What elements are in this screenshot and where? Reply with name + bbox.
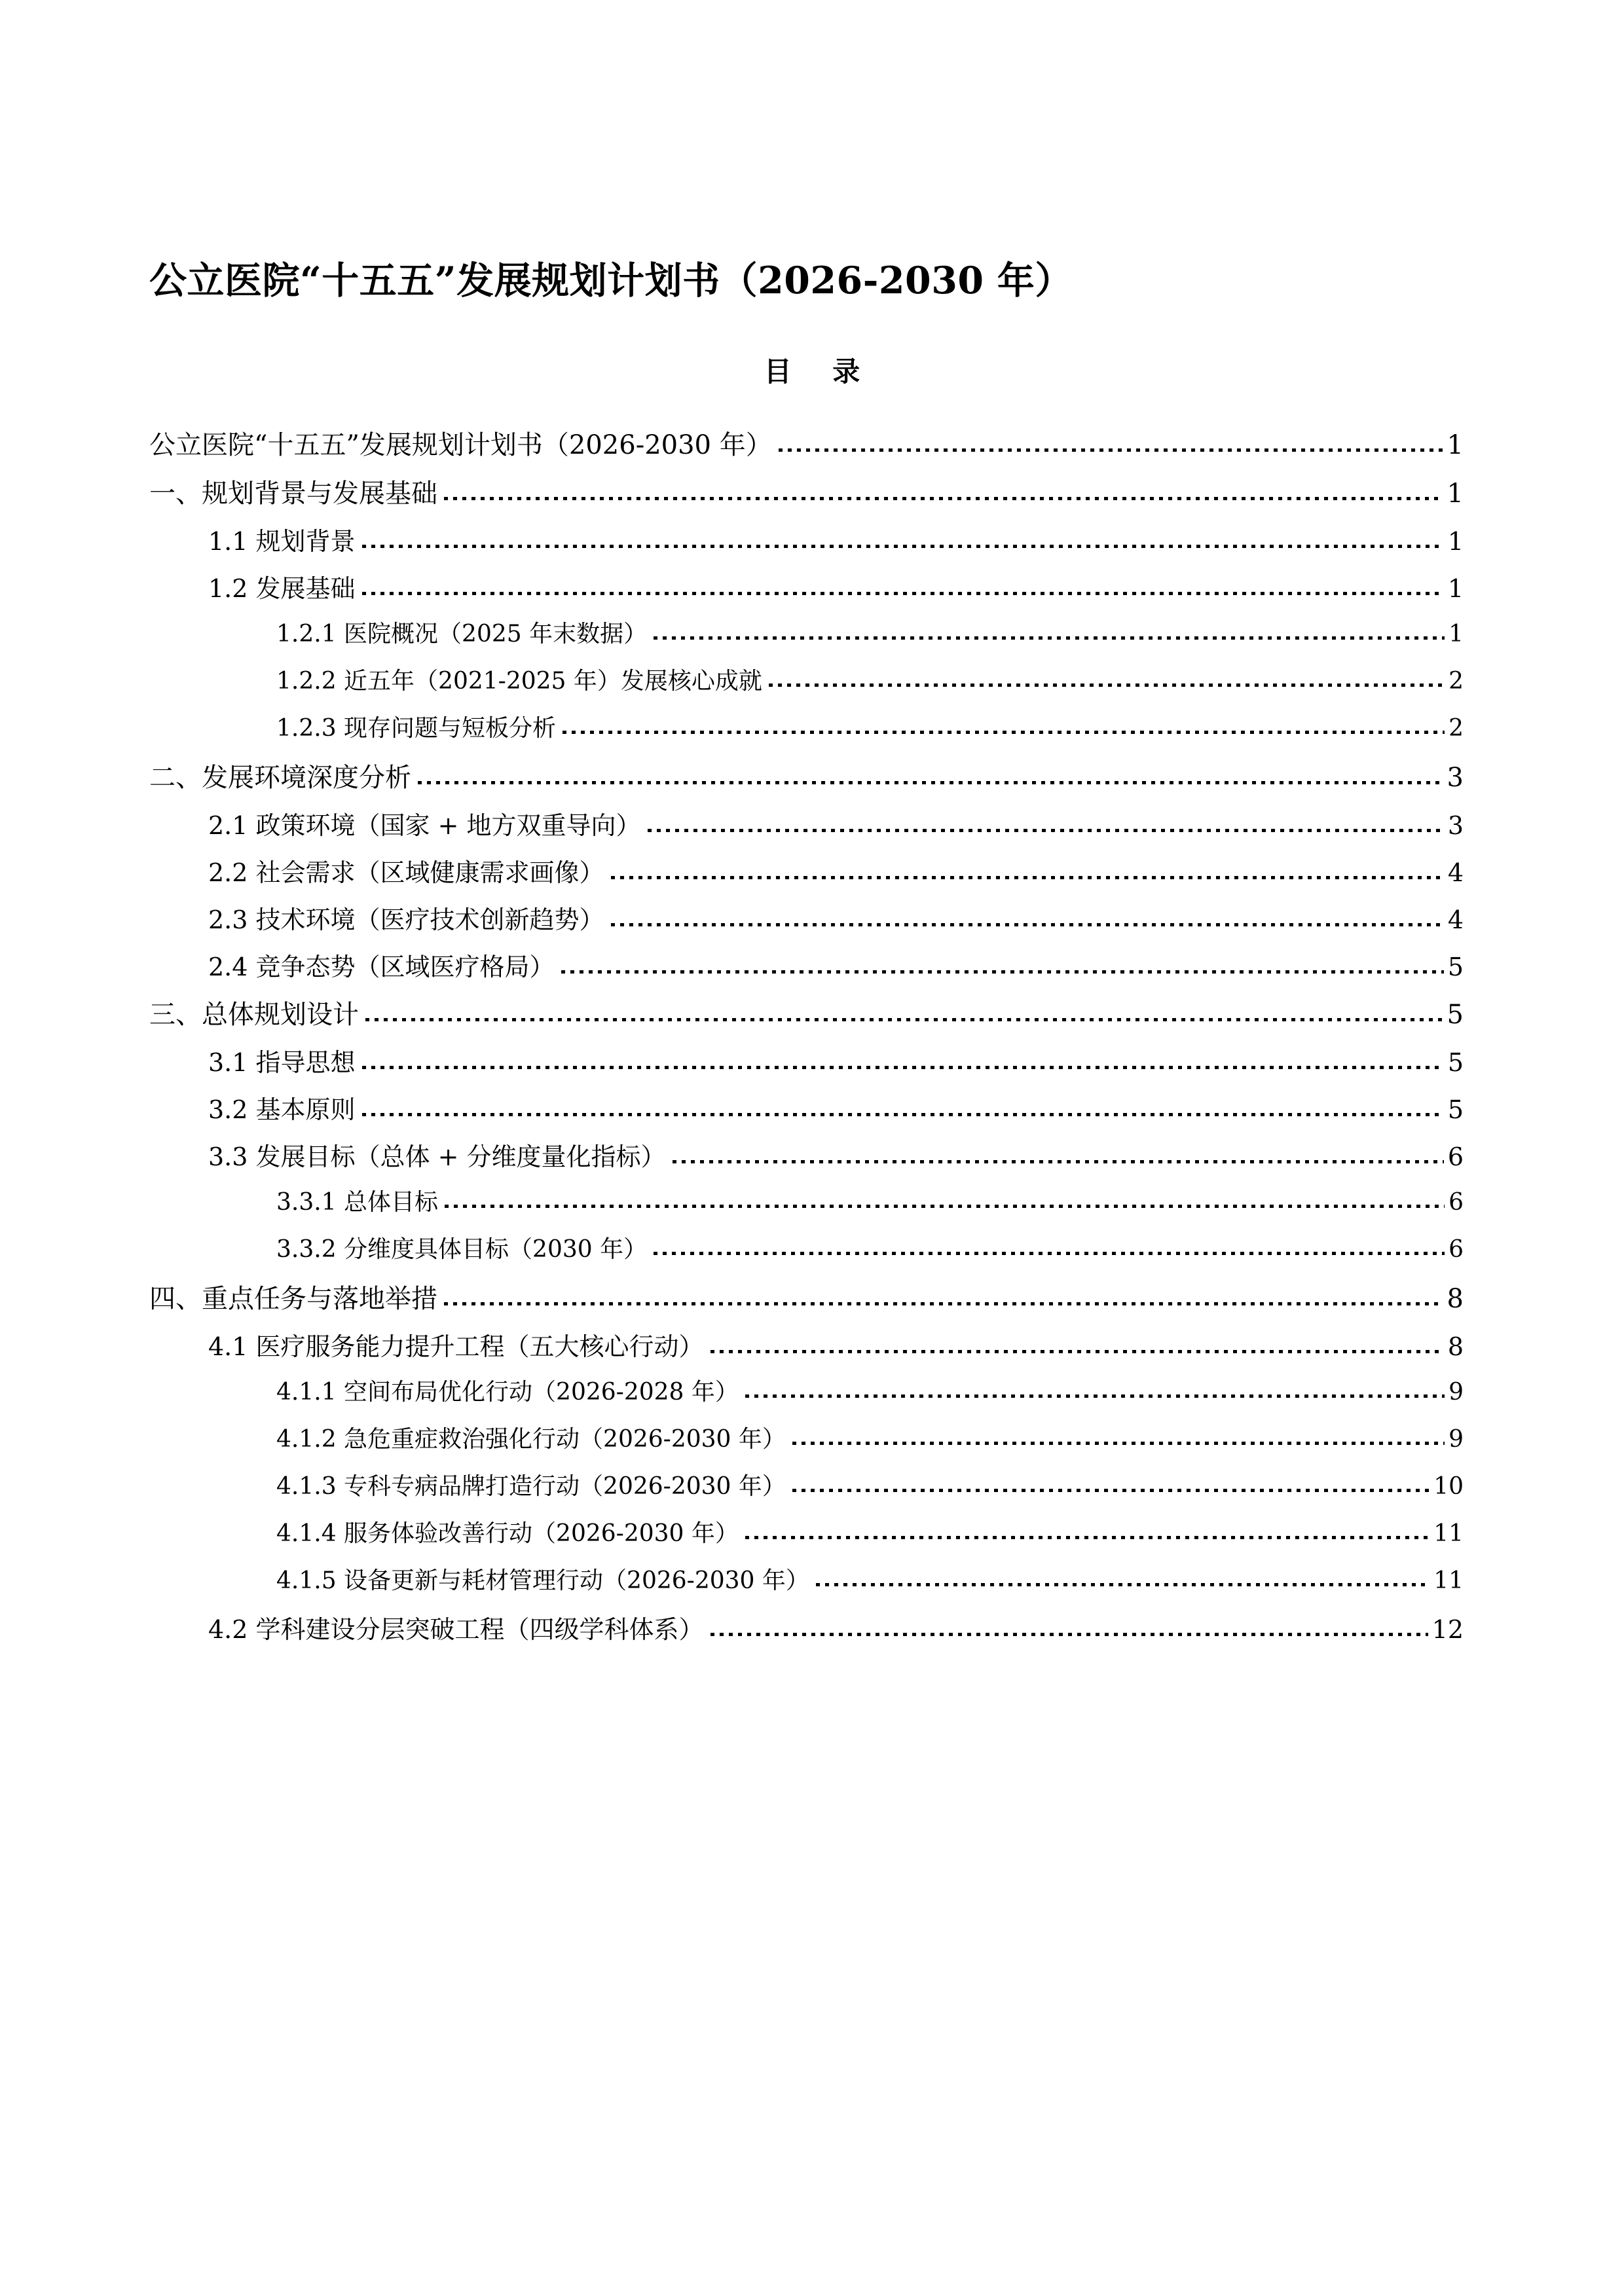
- toc-dot-leader: [779, 443, 1443, 454]
- toc-dot-leader: [362, 1108, 1444, 1118]
- toc-entry[interactable]: [0, 805, 1624, 852]
- toc-entry-page-number: 5: [1447, 1000, 1464, 1030]
- toc-dot-leader: [561, 965, 1444, 975]
- toc-entry-page-number: 1: [1447, 479, 1464, 509]
- toc-dot-leader: [792, 1484, 1430, 1494]
- toc-entry[interactable]: [0, 473, 1624, 521]
- toc-entry[interactable]: [0, 710, 1624, 757]
- toc-entry[interactable]: [0, 1468, 1624, 1515]
- toc-entry-page-number: 2: [1449, 668, 1464, 695]
- toc-entry[interactable]: [0, 1042, 1624, 1089]
- toc-entry-label: 4.1.5 设备更新与耗材管理行动（2026-2030 年）: [276, 1567, 809, 1594]
- toc-entry-label: 4.1.2 急危重症救治强化行动（2026-2030 年）: [276, 1426, 786, 1453]
- toc-entry-page-number: 9: [1449, 1426, 1464, 1453]
- toc-entry-page-number: 5: [1447, 1048, 1464, 1077]
- toc-entry[interactable]: [0, 947, 1624, 994]
- toc-entry-page-number: 11: [1433, 1520, 1464, 1547]
- toc-entry-page-number: 9: [1449, 1379, 1464, 1406]
- toc-entry[interactable]: [0, 568, 1624, 615]
- toc-entry-label: 1.2.2 近五年（2021-2025 年）发展核心成就: [276, 668, 762, 695]
- toc-entry-label: 1.1 规划背景: [208, 527, 356, 556]
- toc-entry-page-number: 11: [1433, 1567, 1464, 1594]
- toc-entry-page-number: 1: [1447, 527, 1464, 556]
- toc-dot-leader: [362, 587, 1444, 597]
- toc-entry[interactable]: [0, 1609, 1624, 1656]
- toc-dot-leader: [816, 1578, 1430, 1588]
- toc-entry-label: 1.2.3 现存问题与短板分析: [276, 715, 557, 742]
- toc-entry-label: 2.1 政策环境（国家 + 地方双重导向）: [208, 811, 641, 840]
- toc-dot-leader: [710, 1345, 1444, 1355]
- toc-entry-label: 3.3.1 总体目标: [276, 1189, 439, 1216]
- toc-dot-leader: [362, 539, 1444, 550]
- toc-entry-page-number: 1: [1447, 574, 1464, 603]
- toc-entry-label: 二、发展环境深度分析: [149, 763, 411, 793]
- toc-entry-label: 4.1.4 服务体验改善行动（2026-2030 年）: [276, 1520, 739, 1547]
- toc-entry[interactable]: [0, 1278, 1624, 1326]
- toc-entry[interactable]: [0, 1184, 1624, 1231]
- toc-dot-leader: [673, 1155, 1444, 1165]
- toc-dot-leader: [444, 492, 1443, 502]
- toc-entry-label: 1.2.1 医院概况（2025 年末数据）: [276, 621, 648, 647]
- toc-entry[interactable]: [0, 1137, 1624, 1184]
- toc-entry[interactable]: [0, 1326, 1624, 1374]
- table-of-contents: [0, 424, 1624, 1656]
- toc-entry-label: 4.1 医疗服务能力提升工程（五大核心行动）: [208, 1332, 704, 1361]
- toc-entry-label: 3.3.2 分维度具体目标（2030 年）: [276, 1236, 648, 1263]
- toc-entry[interactable]: [0, 663, 1624, 710]
- toc-entry-label: 2.3 技术环境（医疗技术创新趋势）: [208, 905, 604, 934]
- toc-entry-page-number: 5: [1447, 953, 1464, 981]
- toc-entry-label: 3.1 指导思想: [208, 1048, 356, 1077]
- toc-dot-leader: [769, 678, 1445, 689]
- toc-entry[interactable]: [0, 757, 1624, 805]
- toc-entry-label: 4.1.3 专科专病品牌打造行动（2026-2030 年）: [276, 1473, 786, 1500]
- toc-entry-label: 4.1.1 空间布局优化行动（2026-2028 年）: [276, 1379, 739, 1406]
- toc-entry-page-number: 4: [1447, 858, 1464, 887]
- toc-entry[interactable]: [0, 1374, 1624, 1421]
- toc-entry-label: 2.4 竞争态势（区域医疗格局）: [208, 953, 555, 981]
- toc-entry-page-number: 1: [1447, 430, 1464, 460]
- toc-dot-leader: [362, 1061, 1444, 1071]
- toc-dot-leader: [365, 1013, 1443, 1023]
- toc-entry-page-number: 6: [1447, 1142, 1464, 1171]
- toc-heading: 目 录: [764, 355, 876, 388]
- toc-dot-leader: [611, 871, 1444, 881]
- toc-entry-page-number: 10: [1433, 1473, 1464, 1500]
- toc-dot-leader: [611, 918, 1444, 928]
- page-title: 公立医院“十五五”发展规划计划书（2026-2030 年）: [149, 259, 1073, 303]
- toc-dot-leader: [745, 1389, 1445, 1400]
- toc-entry[interactable]: [0, 1562, 1624, 1609]
- toc-entry-label: 3.2 基本原则: [208, 1095, 356, 1124]
- toc-dot-leader: [648, 824, 1444, 834]
- toc-entry-page-number: 2: [1449, 715, 1464, 742]
- toc-entry-page-number: 8: [1447, 1332, 1464, 1361]
- toc-entry-page-number: 6: [1449, 1189, 1464, 1216]
- toc-entry[interactable]: [0, 994, 1624, 1042]
- toc-dot-leader: [745, 1531, 1430, 1541]
- toc-dot-leader: [445, 1199, 1445, 1210]
- toc-entry-page-number: 6: [1449, 1236, 1464, 1263]
- toc-entry[interactable]: [0, 1089, 1624, 1137]
- toc-entry-label: 3.3 发展目标（总体 + 分维度量化指标）: [208, 1142, 666, 1171]
- toc-entry-label: 公立医院“十五五”发展规划计划书（2026-2030 年）: [149, 430, 772, 460]
- toc-dot-leader: [654, 631, 1445, 642]
- toc-entry[interactable]: [0, 615, 1624, 663]
- toc-entry-label: 三、总体规划设计: [149, 1000, 359, 1030]
- toc-entry-label: 四、重点任务与落地举措: [149, 1284, 437, 1314]
- toc-entry[interactable]: [0, 1231, 1624, 1278]
- toc-dot-leader: [444, 1297, 1443, 1307]
- toc-entry-label: 4.2 学科建设分层突破工程（四级学科体系）: [208, 1615, 704, 1644]
- toc-entry[interactable]: [0, 852, 1624, 900]
- toc-dot-leader: [418, 776, 1443, 786]
- toc-entry-label: 2.2 社会需求（区域健康需求画像）: [208, 858, 604, 887]
- toc-entry-page-number: 12: [1431, 1615, 1464, 1644]
- toc-entry-page-number: 3: [1447, 811, 1464, 840]
- toc-entry[interactable]: [0, 1421, 1624, 1468]
- toc-entry-page-number: 3: [1447, 763, 1464, 793]
- toc-entry[interactable]: [0, 900, 1624, 947]
- toc-dot-leader: [654, 1247, 1445, 1257]
- toc-entry-page-number: 5: [1447, 1095, 1464, 1124]
- toc-entry-page-number: 1: [1449, 621, 1464, 647]
- toc-dot-leader: [710, 1628, 1428, 1638]
- toc-dot-leader: [792, 1436, 1445, 1447]
- toc-dot-leader: [563, 725, 1445, 736]
- toc-entry[interactable]: [0, 521, 1624, 568]
- toc-entry-label: 1.2 发展基础: [208, 574, 356, 603]
- toc-entry[interactable]: [0, 424, 1624, 473]
- toc-entry-page-number: 4: [1447, 905, 1464, 934]
- toc-entry-label: 一、规划背景与发展基础: [149, 479, 437, 509]
- toc-entry[interactable]: [0, 1515, 1624, 1562]
- toc-entry-page-number: 8: [1447, 1284, 1464, 1314]
